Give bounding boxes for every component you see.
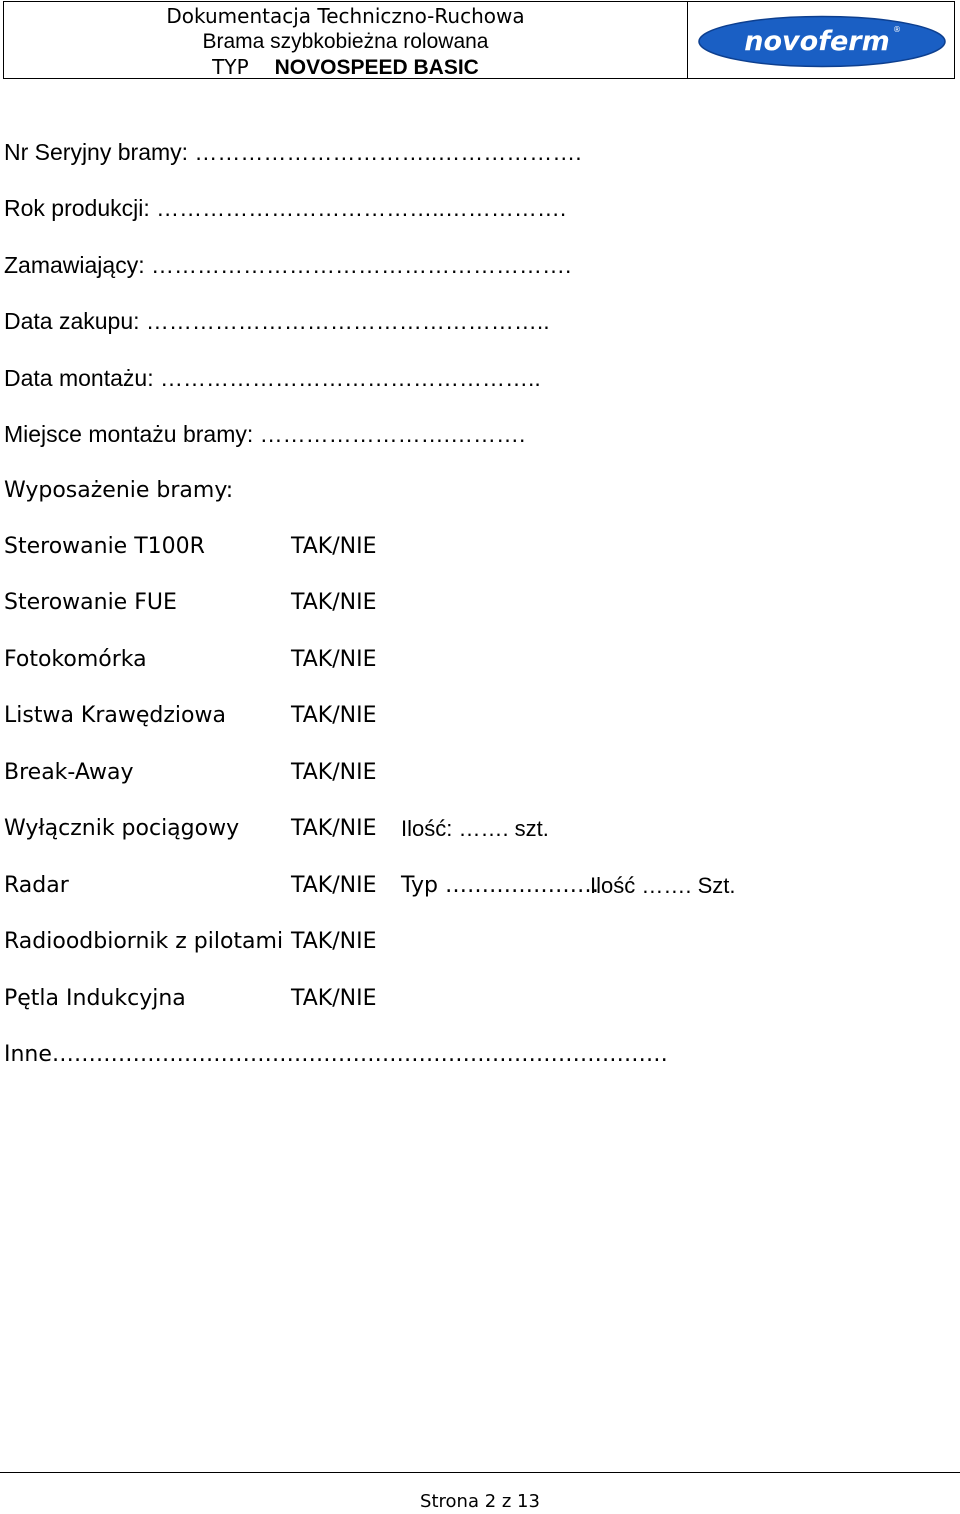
equipment-value: TAK/NIE — [291, 590, 377, 615]
equipment-value: TAK/NIE — [291, 647, 377, 672]
equipment-value: TAK/NIE — [291, 816, 377, 841]
equipment-name: Break-Away — [4, 760, 134, 785]
production-year-field: Rok produkcji: ………………………………..……………. — [4, 195, 567, 221]
type-label: TYP — [212, 55, 249, 79]
equipment-heading: Wyposażenie bramy: — [4, 478, 234, 503]
model-line — [4, 54, 687, 81]
purchase-date-field: Data zakupu: …………………………………………….. — [4, 308, 550, 334]
equipment-name: Sterowanie FUE — [4, 590, 177, 615]
document-subtitle: Brama szybkobieżna rolowana — [202, 30, 489, 53]
equipment-value: TAK/NIE — [291, 873, 377, 898]
equipment-name: Listwa Krawędziowa — [4, 703, 226, 728]
installation-place-field: Miejsce montażu bramy: …………………….………. — [4, 421, 526, 447]
document-title: Dokumentacja Techniczno-Ruchowa — [166, 4, 525, 28]
equipment-value: TAK/NIE — [291, 703, 377, 728]
header-title-block — [4, 2, 687, 78]
installation-date-field: Data montażu: ………………………………………….. — [4, 365, 541, 391]
equipment-name: Pętla Indukcyjna — [4, 986, 186, 1011]
equipment-type: Typ ………………… — [401, 873, 599, 898]
orderer-field: Zamawiający: ………………………………………………. — [4, 252, 572, 278]
logo-wordmark: novoferm — [744, 26, 890, 57]
equipment-name: Sterowanie T100R — [4, 534, 205, 559]
footer-divider — [0, 1472, 960, 1473]
novoferm-logo — [697, 14, 947, 69]
equipment-name: Radioodbiornik z pilotami — [4, 929, 284, 954]
header-divider — [687, 2, 688, 78]
model-name: NOVOSPEED BASIC — [274, 56, 479, 79]
equipment-value: TAK/NIE — [291, 760, 377, 785]
equipment-name: Fotokomórka — [4, 647, 147, 672]
svg-text:®: ® — [893, 25, 901, 34]
equipment-value: TAK/NIE — [291, 534, 377, 559]
equipment-quantity: Ilość ……. Szt. — [590, 873, 736, 898]
equipment-name: Radar — [4, 873, 69, 898]
equipment-quantity: Ilość: ……. szt. — [401, 816, 549, 841]
equipment-value: TAK/NIE — [291, 986, 377, 1011]
equipment-name: Wyłącznik pociągowy — [4, 816, 240, 841]
serial-number-field: Nr Seryjny bramy: …………………………..………………. — [4, 139, 582, 165]
other-equipment-field: Inne………………………………………………………………………… — [4, 1042, 668, 1067]
page-number: Strona 2 z 13 — [420, 1491, 540, 1512]
equipment-value: TAK/NIE — [291, 929, 377, 954]
document-header — [3, 1, 955, 79]
